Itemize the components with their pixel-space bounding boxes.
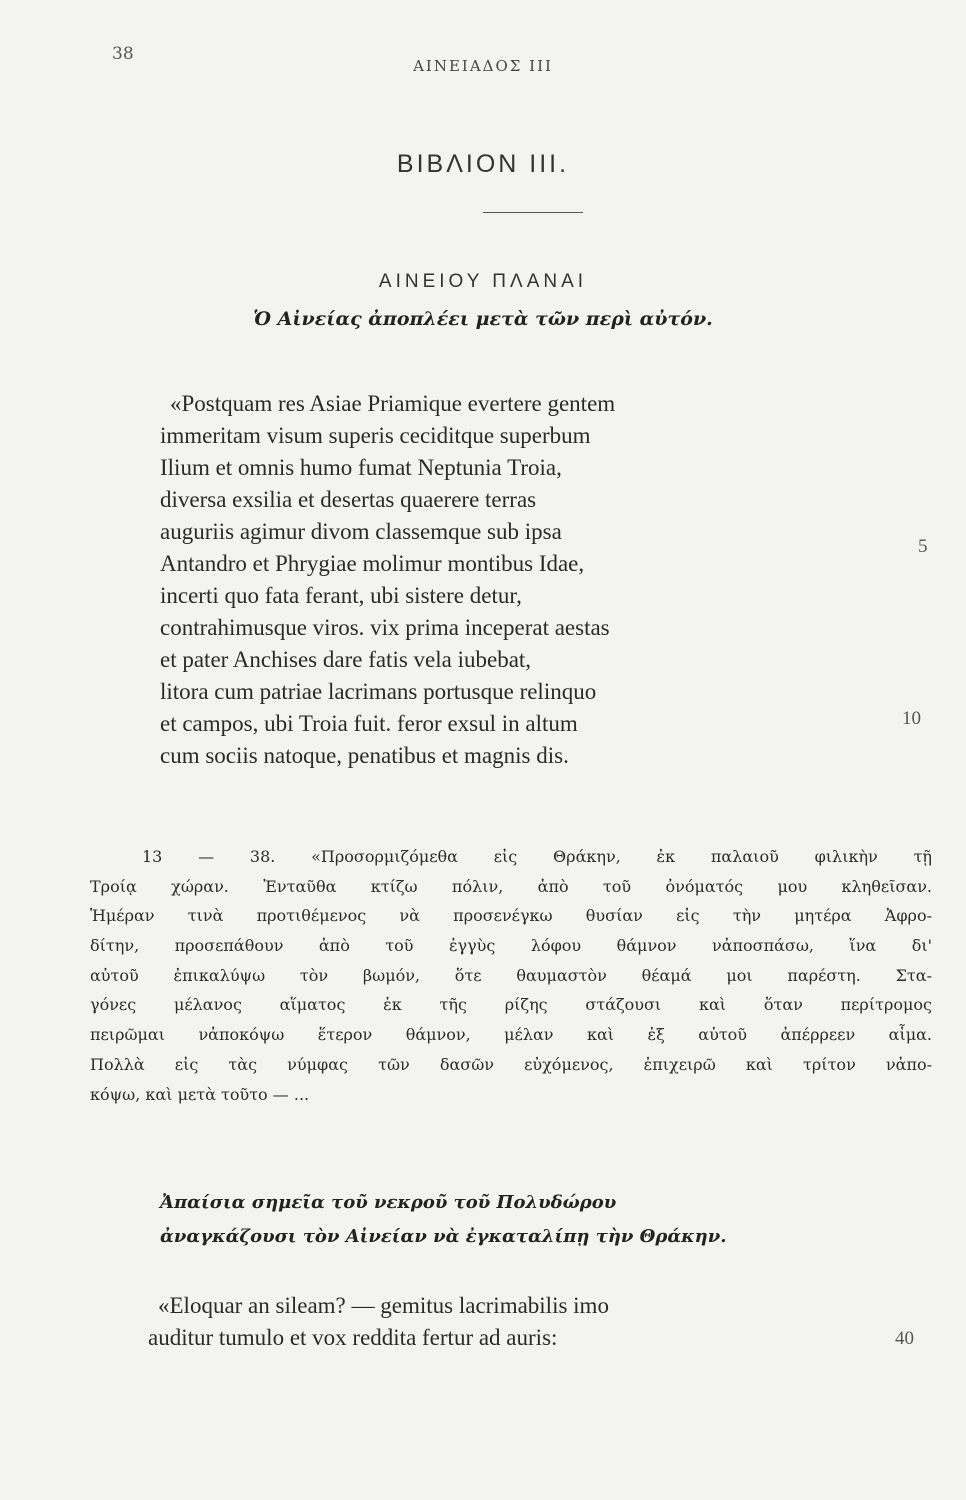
prose-line: 13 — 38. «Προσορμιζόμεθα εἰς Θράκην, ἐκ παλαιοῦ φιλικὴν τῇ: [142, 847, 932, 866]
line-number-40: 40: [895, 1328, 914, 1349]
latin-verse-block: [160, 388, 900, 772]
line-number-5: 5: [918, 536, 928, 557]
latin-verse-block-2: [148, 1290, 908, 1354]
page-number: 38: [112, 44, 134, 64]
verse-line: «Eloquar an sileam? — gemitus lacrimabilis imo: [158, 1293, 609, 1318]
prose-line: γόνες μέλανος αἵματος ἐκ τῆς ρίζης στάζουσι καὶ ὅταν περίτρομος: [90, 995, 932, 1015]
prose-line: Τροίᾳ χώραν. Ἐνταῦθα κτίζω πόλιν, ἀπὸ τοῦ ὀνόματός μου κληθεῖσαν.: [90, 876, 932, 896]
title-divider: [483, 212, 583, 213]
subheading-line: Ἀπαίσια σημεῖα τοῦ νεκροῦ τοῦ Πολυδώρου: [160, 1192, 617, 1213]
book-title: ΒΙΒΛΙΟΝ ΙΙΙ.: [396, 150, 570, 178]
verse-line: et campos, ubi Troia fuit. feror exsul in altum: [160, 711, 578, 736]
prose-line: Πολλὰ εἰς τὰς νύμφας τῶν δασῶν εὐχόμενος, ἐπιχειρῶ καὶ τρίτον νἀπο-: [90, 1054, 932, 1074]
verse-line: diversa exsilia et desertas quaerere terras: [160, 487, 537, 512]
verse-line: Ilium et omnis humo fumat Neptunia Troia,: [160, 455, 562, 480]
verse-line: incerti quo fata ferant, ubi sistere detur,: [160, 583, 522, 608]
greek-prose-summary: [90, 842, 932, 1109]
section-subtitle: Ὁ Αἰνείας ἀποπλέει μετὰ τῶν περὶ αὐτόν.: [253, 308, 713, 330]
verse-line: «Postquam res Asiae Priamique evertere gentem: [170, 391, 616, 416]
verse-line: cum sociis natoque, penatibus et magnis dis.: [160, 743, 569, 768]
verse-line: auditur tumulo et vox reddita fertur ad auris:: [148, 1325, 558, 1350]
running-head: ΑΙΝΕΙΑΔΟΣ ΙΙΙ: [413, 57, 553, 75]
prose-line: δίτην, προσεπάθουν ἀπὸ τοῦ ἐγγὺς λόφου θάμνον νἀποσπάσω, ἵνα δι': [90, 936, 932, 956]
verse-line: Antandro et Phrygiae molimur montibus Idae,: [160, 551, 585, 576]
section-heading: ΑΙΝΕΙΟΥ ΠΛΑΝΑΙ: [378, 271, 588, 292]
prose-line: πειρῶμαι νἀποκόψω ἕτερον θάμνον, μέλαν καὶ ἐξ αὐτοῦ ἀπέρρεεν αἷμα.: [90, 1025, 932, 1045]
verse-line: et pater Anchises dare fatis vela iubebat,: [160, 647, 532, 672]
verse-line: litora cum patriae lacrimans portusque relinquo: [160, 679, 597, 704]
subheading-line: ἀναγκάζουσι τὸν Αἰνείαν νὰ ἐγκαταλίπῃ τὴν Θράκην.: [160, 1226, 727, 1247]
verse-line: contrahimusque viros. vix prima inceperat aestas: [160, 615, 610, 640]
line-number-10: 10: [902, 708, 921, 729]
prose-line: αὐτοῦ ἐπικαλύψω τὸν βωμόν, ὅτε θαυμαστὸν θέαμά μοι παρέστη. Στα-: [90, 965, 932, 985]
prose-line: Ἡμέραν τινὰ προτιθέμενος νὰ προσενέγκω θυσίαν εἰς τὴν μητέρα Ἀφρο-: [90, 906, 932, 926]
verse-line: immeritam visum superis ceciditque superbum: [160, 423, 591, 448]
verse-line: auguriis agimur divom classemque sub ipsa: [160, 519, 562, 544]
prose-line: κόψω, καὶ μετὰ τοῦτο — ...: [90, 1084, 310, 1104]
